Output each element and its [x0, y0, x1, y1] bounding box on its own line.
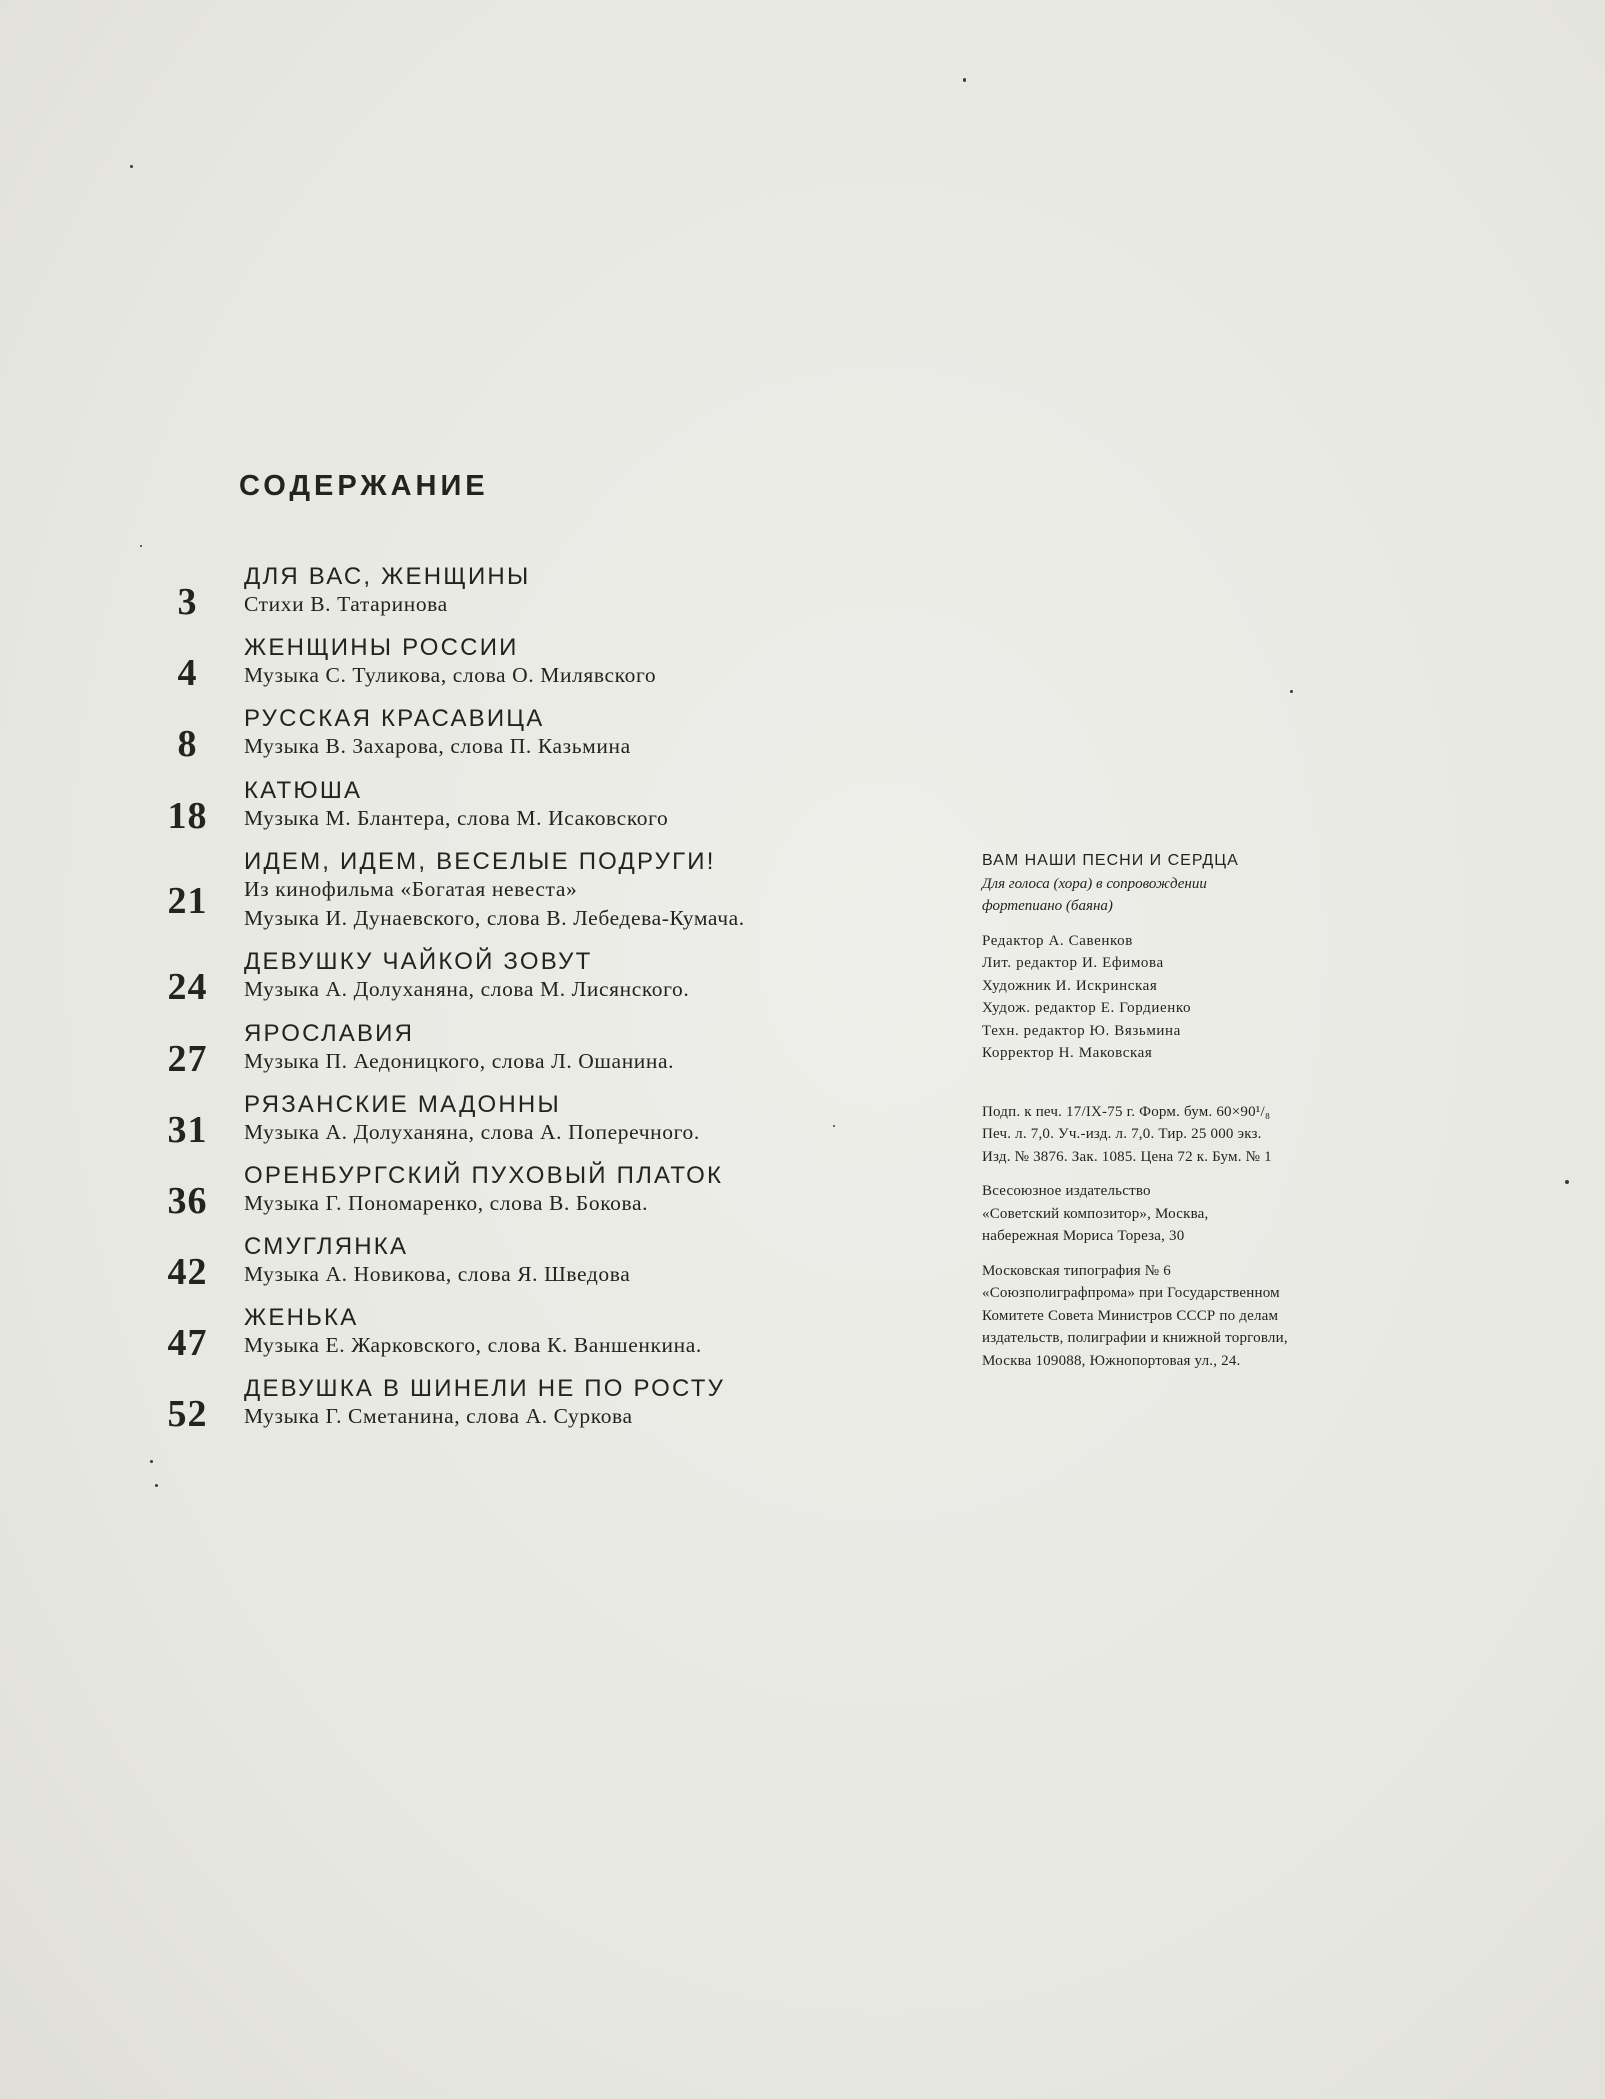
toc-song-title: ИДЕМ, ИДЕМ, ВЕСЕЛЫЕ ПОДРУГИ!: [244, 848, 716, 875]
toc-song-title: ДЕВУШКА В ШИНЕЛИ НЕ ПО РОСТУ: [244, 1375, 726, 1402]
toc-heading: СОДЕРЖАНИЕ: [239, 470, 489, 502]
toc-song-credits: Музыка Г. Сметанина, слова А. Суркова: [244, 1404, 633, 1428]
imprint-subtitle: Для голоса (хора) в сопровождении: [982, 875, 1207, 892]
imprint-publisher: набережная Мориса Тореза, 30: [982, 1228, 1185, 1244]
toc-song-title: РЯЗАНСКИЕ МАДОННЫ: [244, 1091, 561, 1118]
toc-song-credits: Музыка Е. Жарковского, слова К. Ваншенкина.: [244, 1333, 702, 1357]
print-speck: [140, 545, 142, 547]
toc-song-credits: Музыка А. Долуханяна, слова А. Поперечного.: [244, 1120, 700, 1144]
toc-entry: [0, 1375, 900, 1445]
toc-song-credits: Музыка А. Новикова, слова Я. Шведова: [244, 1262, 631, 1286]
toc-entry: [0, 777, 900, 847]
imprint-publisher: Всесоюзное издательство: [982, 1183, 1151, 1199]
toc-song-title: ДЛЯ ВАС, ЖЕНЩИНЫ: [244, 563, 531, 590]
toc-entry: [0, 1020, 900, 1090]
toc-song-title: ОРЕНБУРГСКИЙ ПУХОВЫЙ ПЛАТОК: [244, 1162, 724, 1189]
imprint-printer: «Союзполиграфпрома» при Государственном: [982, 1285, 1280, 1301]
print-speck: [1290, 690, 1293, 693]
toc-page-number: 3: [177, 580, 198, 623]
toc-song-credits: Музыка Г. Пономаренко, слова В. Бокова.: [244, 1191, 649, 1215]
imprint-credit: Техн. редактор Ю. Вязьмина: [982, 1022, 1181, 1039]
print-speck: [150, 1460, 153, 1463]
toc-page-number: 4: [177, 651, 198, 694]
imprint-credit: Лит. редактор И. Ефимова: [982, 955, 1164, 971]
toc-page-number: 21: [167, 880, 208, 922]
imprint-credit: Корректор Н. Маковская: [982, 1045, 1153, 1061]
toc-page-number: 24: [167, 965, 208, 1008]
toc-song-credits: Музыка В. Захарова, слова П. Казьмина: [244, 734, 631, 758]
toc-page-number: 52: [167, 1392, 208, 1435]
imprint-block: [982, 850, 1422, 1372]
toc-page-number: 8: [177, 722, 198, 765]
toc-song-credits: Музыка С. Туликова, слова О. Милявского: [244, 663, 657, 687]
toc-page-number: 47: [167, 1321, 208, 1364]
toc-song-title: СМУГЛЯНКА: [244, 1233, 409, 1260]
toc-page-number: 42: [167, 1250, 208, 1293]
toc-entry: [0, 705, 900, 775]
toc-entry: [0, 848, 900, 930]
toc-entry: [0, 948, 900, 1018]
toc-page-number: 36: [167, 1179, 208, 1222]
toc-song-credits: Музыка И. Дунаевского, слова В. Лебедева-Кумача.: [244, 906, 745, 930]
print-speck: [1565, 1180, 1569, 1184]
imprint-credit: Худож. редактор Е. Гордиенко: [982, 1000, 1192, 1016]
print-speck: [130, 165, 133, 168]
toc-song-title: РУССКАЯ КРАСАВИЦА: [244, 705, 545, 732]
toc-song-credits: Стихи В. Татаринова: [244, 592, 448, 616]
toc-song-title: ДЕВУШКУ ЧАЙКОЙ ЗОВУТ: [244, 948, 593, 975]
toc-song-title: ЖЕНЬКА: [244, 1304, 359, 1331]
toc-entry: [0, 1162, 900, 1232]
toc-song-title: ЯРОСЛАВИЯ: [244, 1020, 415, 1047]
imprint-subtitle: фортепиано (баяна): [982, 898, 1113, 914]
imprint-title: ВАМ НАШИ ПЕСНИ И СЕРДЦА: [982, 852, 1239, 869]
toc-page-number: 31: [167, 1108, 208, 1151]
imprint-printer: Москва 109088, Южнопортовая ул., 24.: [982, 1352, 1241, 1369]
imprint-publisher: «Советский композитор», Москва,: [982, 1205, 1209, 1222]
imprint-print-info: Подп. к печ. 17/IX-75 г. Форм. бум. 60×90¹/₈: [982, 1103, 1271, 1120]
toc-page-number: 27: [167, 1037, 208, 1080]
print-speck: [963, 78, 966, 82]
toc-entry: [0, 1233, 900, 1303]
toc-song-credits: Из кинофильма «Богатая невеста»: [244, 877, 578, 901]
toc-page-number: 18: [167, 794, 208, 837]
toc-entry: [0, 1091, 900, 1161]
imprint-print-info: Печ. л. 7,0. Уч.-изд. л. 7,0. Тир. 25 000 экз.: [982, 1126, 1262, 1142]
imprint-printer: издательств, полиграфии и книжной торговли,: [982, 1330, 1288, 1346]
imprint-credit: Редактор А. Савенков: [982, 932, 1133, 949]
imprint-printer: Московская типография № 6: [982, 1262, 1171, 1279]
toc-entry: [0, 634, 900, 704]
toc-song-credits: Музыка П. Аедоницкого, слова Л. Ошанина.: [244, 1049, 675, 1073]
toc-entry: [0, 563, 900, 633]
toc-song-title: КАТЮША: [244, 777, 363, 804]
toc-song-title: ЖЕНЩИНЫ РОССИИ: [244, 634, 519, 661]
imprint-credit: Художник И. Искринская: [982, 977, 1158, 994]
imprint-print-info: Изд. № 3876. Зак. 1085. Цена 72 к. Бум. № 1: [982, 1148, 1272, 1165]
toc-song-credits: Музыка М. Блантера, слова М. Исаковского: [244, 806, 669, 830]
toc-entry: [0, 1304, 900, 1374]
toc-song-credits: Музыка А. Долуханяна, слова М. Лисянского.: [244, 977, 690, 1001]
print-speck: [155, 1484, 158, 1487]
imprint-printer: Комитете Совета Министров СССР по делам: [982, 1307, 1279, 1324]
